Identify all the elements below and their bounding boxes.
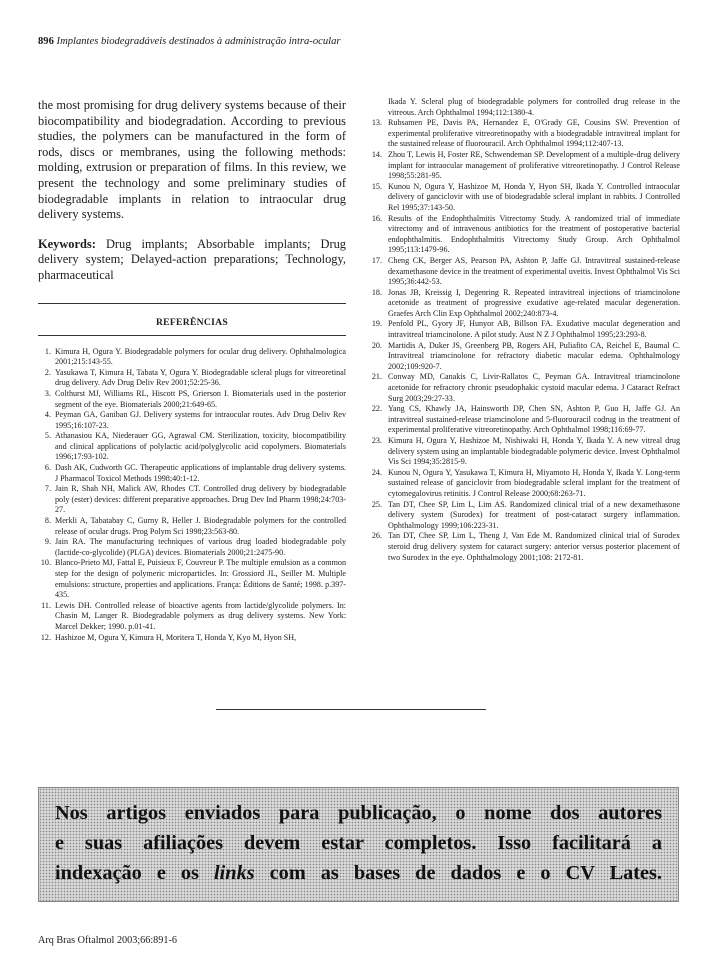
reference-item	[38, 558, 346, 600]
notice-line-3-start: indexação e os	[55, 862, 215, 884]
references-list-left	[38, 347, 346, 644]
reference-text: Zhou T, Lewis H, Foster RE, Schwendeman SP. Development of a multiple-drug delivery implant for intraocular management of proliferative vitreoretinopathy. J Control Release 1998;55:281-95.	[388, 149, 680, 181]
reference-number: 20.	[371, 340, 382, 350]
keywords-label: Keywords:	[38, 236, 96, 251]
reference-number: 6.	[44, 463, 51, 473]
reference-item	[38, 347, 346, 368]
reference-number: 9.	[44, 537, 51, 547]
abstract-text: the most promising for drug delivery systems because of their biocompatibility and biodegradation. According to previous studies, the polymers can be manufactured in the form of rods, discs or membranes, using the following methods: molding, extrusion or preparation of films. In this review, we present the technology and some preliminary studies of biodegradable implants in relation to intraocular drug delivery systems.	[38, 98, 346, 222]
running-title: Implantes biodegradáveis destinados à administração intra-ocular	[56, 36, 341, 47]
reference-number: 23.	[371, 436, 382, 445]
references-heading-rule	[38, 335, 346, 336]
reference-item	[368, 341, 680, 373]
notice-links-word: links	[214, 862, 255, 884]
reference-item	[368, 214, 680, 256]
reference-item	[368, 288, 680, 320]
reference-text: Jain RA. The manufacturing techniques of various drug loaded biodegradable poly (lactide-co-glycolide) (PLGA) devices. Biomaterials 2000;21:2475-90.	[55, 537, 346, 557]
reference-text: Blanco-Prieto MJ, Fattal E, Puisieux F, Couvreur P. The multiple emulsion as a common step for the design of polymeric microparticles. In: Grossiord JL, Seiller M. Multiple emulsions: structure, properties and applications. França: Éditions de Santé; 1998. p.397-435.	[55, 558, 346, 600]
reference-number: 19.	[371, 319, 382, 329]
reference-item	[38, 484, 346, 516]
reference-text: Rubsamen PE, Davis PA, Hernandez E, O'Grady GE, Cousins SW. Prevention of experimental proliferative vitreoretinopathy with a biodegradable intravitreal implant for the sustained release of fluorouracil. Arch Ophthalmol 1994;112:407-13.	[388, 118, 680, 149]
reference-number: 14.	[371, 149, 382, 159]
author-notice-text	[55, 798, 662, 888]
reference-number: 16.	[371, 213, 382, 223]
right-column	[368, 97, 680, 563]
reference-item	[368, 182, 680, 214]
reference-text: Lewis DH. Controlled release of bioactive agents from lactide/glycolide polymers. In: Chasin M, Langer R. Biodegradable polymers as drug delivery systems. New York: Marcel Dekker; 1990. p.01-41.	[55, 600, 346, 631]
reference-text: Yasukawa T, Kimura H, Tabata Y, Ogura Y. Biodegradable scleral plugs for vitreoretinal drug delivery. Adv Drug Deliv Rev 2001;52:25-36.	[55, 367, 346, 388]
reference-item	[38, 633, 346, 644]
reference-number: 7.	[44, 484, 51, 494]
references-heading: REFERÊNCIAS	[155, 316, 229, 328]
reference-item	[38, 516, 346, 537]
reference-text: Jonas JB, Kreissig I, Degenring R. Repeated intravitreal injections of triamcinolone acetonide as treatment of progressive exudative age-related macular degeneration. Graefes Arch Clin Exp Ophthalmol 2002;240:873-4.	[388, 287, 680, 318]
reference-text: Conway MD, Canakis C, Livir-Rallatos C, Peyman GA. Intravitreal triamcinolone acetonide for refractory chronic pseudophakic cystoid macular edema. J Cataract Refract Surg 2003;29:27-33.	[388, 372, 680, 403]
reference-text: Hashizoe M, Ogura Y, Kimura H, Moritera T, Honda Y, Kyo M, Hyon SH,	[55, 632, 297, 642]
reference-number: 26.	[371, 531, 382, 541]
reference-item	[38, 463, 346, 484]
reference-number: 1.	[44, 346, 51, 356]
reference-number: 10.	[40, 558, 51, 568]
reference-text: Tan DT, Chee SP, Lim L, Lim AS. Randomized clinical trial of a new dexamethasone delivery system (Surodex) for treatment of post-cataract surgery inflammation. Ophthalmology 1999;106:223-31.	[388, 499, 680, 530]
reference-item	[368, 319, 680, 340]
reference-number: 8.	[44, 516, 51, 526]
reference-text: Merkli A, Tabatabay C, Gurny R, Heller J. Biodegradable polymers for the controlled release of ocular drugs. Prog Polym Sci 1998;23:563-80.	[55, 516, 346, 536]
reference-number: 17.	[371, 255, 382, 265]
reference-12-continuation: Ikada Y. Scleral plug of biodegradable polymers for controlled drug release in the vitreous. Arch Ophthalmol 1994;112:1380-4.	[388, 97, 680, 117]
reference-text: Martidis A, Duker JS, Greenberg PB, Rogers AH, Puliafito CA, Reichel E, Baumal C. Intravitreal triamcinolone for refractory diabetic macular edema. Ophthalmology 2002;109:920-7.	[388, 340, 680, 371]
reference-item	[368, 500, 680, 532]
reference-number: 12.	[40, 632, 51, 642]
reference-number: 18.	[371, 287, 382, 297]
reference-number: 5.	[44, 431, 51, 441]
reference-text: Peyman GA, Ganiban GJ. Delivery systems for intraocular routes. Adv Drug Deliv Rev 1995;16:107-23.	[55, 410, 346, 430]
reference-item	[368, 150, 680, 182]
reference-number: 24.	[371, 467, 382, 477]
reference-item	[368, 404, 680, 436]
reference-text: Athanasiou KA, Niederauer GG, Agrawal CM. Sterilization, toxicity, biocompatibility and clinical applications of polylactic acid/polyglycolic acid copolymers. Biomaterials 1996;17:93-102.	[55, 431, 346, 462]
reference-item	[368, 372, 680, 404]
reference-text: Penfold PL, Gyory JF, Hunyor AB, Billson FA. Exudative macular degeneration and intravitreal triamcinolone. A pilot study. Aust N Z J Ophthalmol 1995;23:293-8.	[388, 319, 680, 340]
reference-item	[38, 368, 346, 389]
reference-number: 13.	[371, 118, 382, 128]
references-list-right	[368, 118, 680, 563]
reference-item	[368, 256, 680, 288]
reference-text: Kunou N, Ogura Y, Yasukawa T, Kimura H, Miyamoto H, Honda Y, Ikada Y. Long-term sustained release of ganciclovir from biodegradable scleral implant for the treatment of cytomegalovirus retinitis. J Control Release 2000;68:263-71.	[388, 467, 680, 498]
section-divider	[216, 709, 486, 710]
reference-item	[38, 410, 346, 431]
reference-item	[368, 531, 680, 563]
reference-text: Kimura H, Ogura Y. Biodegradable polymers for ocular drug delivery. Ophthalmologica 2001;215:143-55.	[55, 346, 346, 367]
reference-item	[38, 601, 346, 633]
notice-line-3-end: com as bases de dados e o CV Lates.	[254, 862, 662, 884]
reference-item	[368, 436, 680, 468]
references-top-rule	[38, 303, 346, 304]
notice-line-2: e suas afiliações devem estar completos. Isso facilitará a	[55, 832, 662, 854]
reference-number: 3.	[44, 388, 51, 398]
reference-text: Yang CS, Khawly JA, Hainsworth DP, Chen SN, Ashton P, Guo H, Jaffe GJ. An intravitreal sustained-release triamcinolone and 5-fluorouracil codrug in the treatment of experimental proliferative vitreoretinopathy. Arch Ophthalmol 1998;116:69-77.	[388, 404, 680, 435]
journal-citation-footer: Arq Bras Oftalmol 2003;66:891-6	[38, 935, 177, 946]
reference-number: 11.	[41, 600, 51, 610]
reference-text: Kunou N, Ogura Y, Hashizoe M, Honda Y, Hyon SH, Ikada Y. Controlled intraocular delivery of ganciclovir with use of biodegradable scleral implant in rabbits. J Controlled Rel 1995;37:143-50.	[388, 181, 680, 212]
reference-number: 2.	[44, 367, 51, 377]
running-header	[38, 36, 678, 47]
reference-text: Results of the Endophthalmitis Vitrectomy Study. A randomized trial of immediate vitrectomy and of intravenous antibiotics for the treatment of postoperative bacterial endophthalmitis. Endophthalmitis Vitrectomy Study Group. Arch Ophthalmol 1995;113:1479-96.	[388, 213, 680, 255]
reference-text: Cheng CK, Berger AS, Pearson PA, Ashton P, Jaffe GJ. Intravitreal sustained-release dexamethasone device in the treatment of experimental uveitis. Invest Ophthalmol Vis Sci 1995;36:442-53.	[388, 255, 681, 287]
reference-item	[368, 468, 680, 500]
reference-number: 15.	[371, 181, 382, 191]
reference-item	[38, 431, 346, 463]
reference-text: Colthurst MJ, Williams RL, Hiscott PS, Grierson I. Biomaterials used in the posterior segment of the eye. Biomaterials 2000;21:649-65.	[55, 388, 346, 409]
left-column	[38, 98, 346, 643]
reference-number: 4.	[44, 410, 51, 420]
reference-item	[38, 389, 346, 410]
reference-text: Dash AK, Cudworth GC. Therapeutic applications of implantable drug delivery systems. J Pharmacol Toxicol Methods 1998;40:1-12.	[55, 463, 346, 483]
author-notice-box	[38, 787, 679, 902]
reference-number: 21.	[371, 372, 382, 382]
reference-number: 22.	[371, 404, 382, 414]
reference-item	[38, 537, 346, 558]
notice-line-3	[55, 858, 662, 888]
reference-text: Jain R, Shah NH, Malick AW, Rhodes CT. Controlled drug delivery by biodegradable poly (ester) devices: different preparative approaches. Drug Dev Ind Pharm 1998;24:703-27.	[55, 484, 346, 515]
reference-item	[368, 118, 680, 150]
keywords-text: Drug implants; Absorbable implants; Drug delivery system; Delayed-action preparations; Technology, pharmaceutical	[38, 236, 346, 282]
reference-text: Kimura H, Ogura Y, Hashizoe M, Nishiwaki H, Honda Y, Ikada Y. A new vitreal drug delivery system using an implantable biodegradable polymeric device. Invest Ophthalmol Vis Sci 1994;35:2815-9.	[388, 436, 680, 467]
page-number: 896	[38, 36, 54, 47]
reference-text: Tan DT, Chee SP, Lim L, Theng J, Van Ede M. Randomized clinical trial of Surodex steroid drug delivery system for cataract surgery: anterior versus posterior placement of two Surodex in the eye. Ophthalmology 2001;108: 2172-81.	[388, 531, 680, 562]
keywords	[38, 237, 346, 284]
notice-line-1: Nos artigos enviados para publicação, o nome dos autores	[55, 802, 662, 824]
reference-number: 25.	[371, 499, 382, 509]
